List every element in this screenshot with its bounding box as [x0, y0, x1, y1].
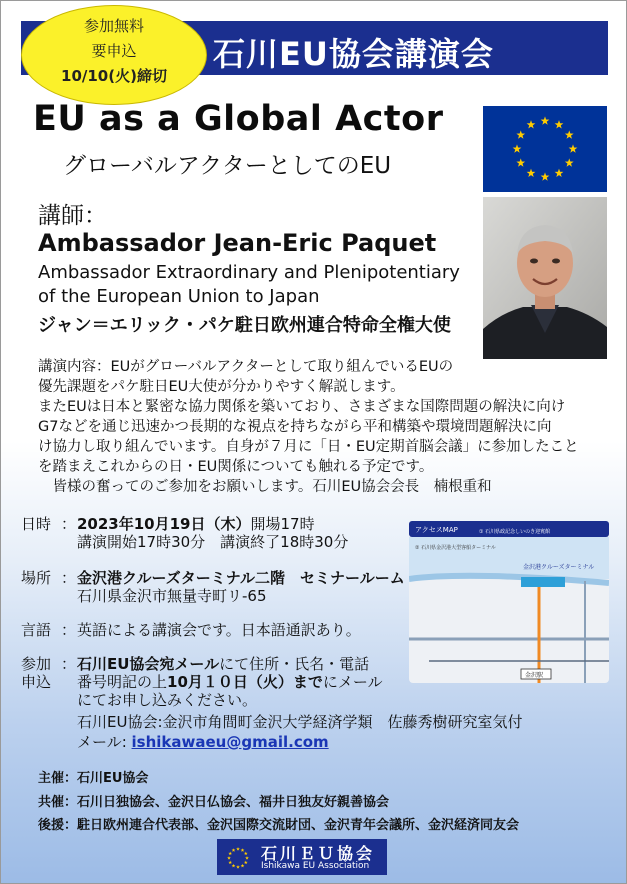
speaker-portrait-image	[483, 197, 607, 359]
description-line: け協力し取り組んでいます。自身が７月に「日・EU定期首脳会議」に参加したこと	[38, 439, 579, 455]
application-line2-pre: 番号明記の上	[77, 673, 168, 691]
flyer-title: 石川EU協会講演会	[213, 35, 494, 73]
speaker-title-en-line2: of the European Union to Japan	[38, 286, 320, 307]
star-icon	[236, 847, 240, 851]
host-line: 主催：石川EU協会	[38, 771, 149, 786]
speaker-title-en-line1: Ambassador Extraordinary and Plenipotentiary	[38, 262, 460, 283]
cohost-line: 共催：石川日独協会、金沢日仏協会、福井日独友好親善協会	[38, 795, 390, 810]
event-title-ja: グローバルアクターとしてのEU	[63, 153, 392, 179]
doors-open-time: 開場17時	[250, 515, 315, 533]
star-icon	[227, 856, 231, 860]
venue-label: 場所	[21, 569, 52, 587]
description-line: G7などを通じ迅速かつ長期的な視点を持ちながら平和構築や環境問題解決に向	[38, 419, 552, 435]
star-icon	[232, 864, 236, 868]
language-text: 英語による講演会です。日本語通訳あり。	[77, 621, 361, 639]
map-pin2: ② 石川県金沢港大型客船ターミナル	[415, 545, 496, 551]
venue-address: 石川県金沢市無量寺町リ-65	[77, 587, 267, 605]
map-cruise-label: 金沢港クルーズターミナル	[523, 564, 595, 571]
star-icon	[228, 861, 232, 865]
application-label-line2: 申込	[21, 673, 52, 691]
free-admission-badge	[21, 5, 207, 105]
logo-text-en: Ishikawa EU Association	[261, 861, 370, 871]
association-logo	[217, 839, 387, 875]
support-line: 後援：駐日欧州連合代表部、金沢国際交流財団、金沢青年会議所、金沢経済同友会	[38, 818, 520, 833]
application-colon: ：	[61, 655, 77, 673]
star-icon	[244, 861, 248, 865]
star-icon	[244, 852, 248, 856]
speaker-name: Ambassador Jean-Eric Paquet	[38, 229, 437, 257]
description-line: またEUは日本と緊密な協力関係を築いており、さまざまな国際問題の解決に向け	[38, 399, 566, 415]
datetime-colon: ：	[61, 515, 77, 533]
email-link[interactable]: ishikawaeu@gmail.com	[131, 733, 329, 751]
star-icon	[241, 864, 245, 868]
venue-name: 金沢港クルーズターミナル二階 セミナールーム	[77, 569, 405, 587]
venue-colon: ：	[61, 569, 77, 587]
badge-line-deadline: 10/10(火)締切	[61, 67, 167, 85]
star-icon	[228, 852, 232, 856]
logo-stars-icon	[225, 845, 251, 871]
star-icon	[232, 848, 236, 852]
event-date: 2023年10月19日（木）	[77, 515, 251, 533]
language-colon: ：	[61, 621, 77, 639]
map-pin1: ① 石川県政記念しいのき迎賓館	[479, 529, 551, 535]
description-line: 優先課題をパケ駐日EU大使が分かりやすく解説します。	[38, 379, 405, 395]
badge-line-registration: 要申込	[91, 42, 137, 60]
application-label-line1: 参加	[21, 655, 52, 673]
description-line: を踏まえこれからの日・EU関係についても触れる予定です。	[38, 459, 434, 475]
application-line3: にてお申し込みください。	[77, 691, 258, 709]
star-icon	[236, 865, 240, 869]
application-email-to: 石川EU協会宛メール	[77, 655, 220, 673]
access-map-image	[409, 521, 609, 683]
star-icon	[241, 848, 245, 852]
application-deadline: 10月１０日（火）まで	[167, 673, 323, 691]
email-row	[77, 733, 329, 751]
application-line2-post: にメール	[322, 673, 383, 691]
lecture-times: 講演開始17時30分 講演終了18時30分	[77, 533, 349, 551]
eu-flag-image	[483, 106, 607, 192]
lecturer-heading: 講師：	[38, 203, 107, 229]
star-icon	[245, 856, 249, 860]
lecture-description	[38, 357, 613, 497]
speaker-title-en	[38, 261, 478, 309]
description-line: 講演内容：EUがグローバルアクターとして取り組んでいるEUの	[38, 359, 454, 375]
logo-text-jp: 石川ＥＵ協会	[261, 844, 376, 863]
email-label: メール:	[77, 733, 132, 751]
association-address: 石川EU協会:金沢市角間町金沢大学経済学類 佐藤秀樹研究室気付	[77, 713, 523, 731]
map-heading: アクセスMAP	[415, 526, 458, 534]
application-line1-rest: にて住所・氏名・電話	[219, 655, 370, 673]
event-title-en: EU as a Global Actor	[33, 99, 444, 139]
description-line: 皆様の奮ってのご参加をお願いします。石川EU協会会長 楠根重和	[38, 479, 492, 495]
language-label: 言語	[21, 621, 52, 639]
datetime-label: 日時	[21, 515, 52, 533]
badge-line-free: 参加無料	[83, 17, 144, 35]
speaker-title-ja: ジャン＝エリック・パケ駐日欧州連合特命全権大使	[38, 315, 451, 336]
map-station: 金沢駅	[525, 672, 544, 679]
